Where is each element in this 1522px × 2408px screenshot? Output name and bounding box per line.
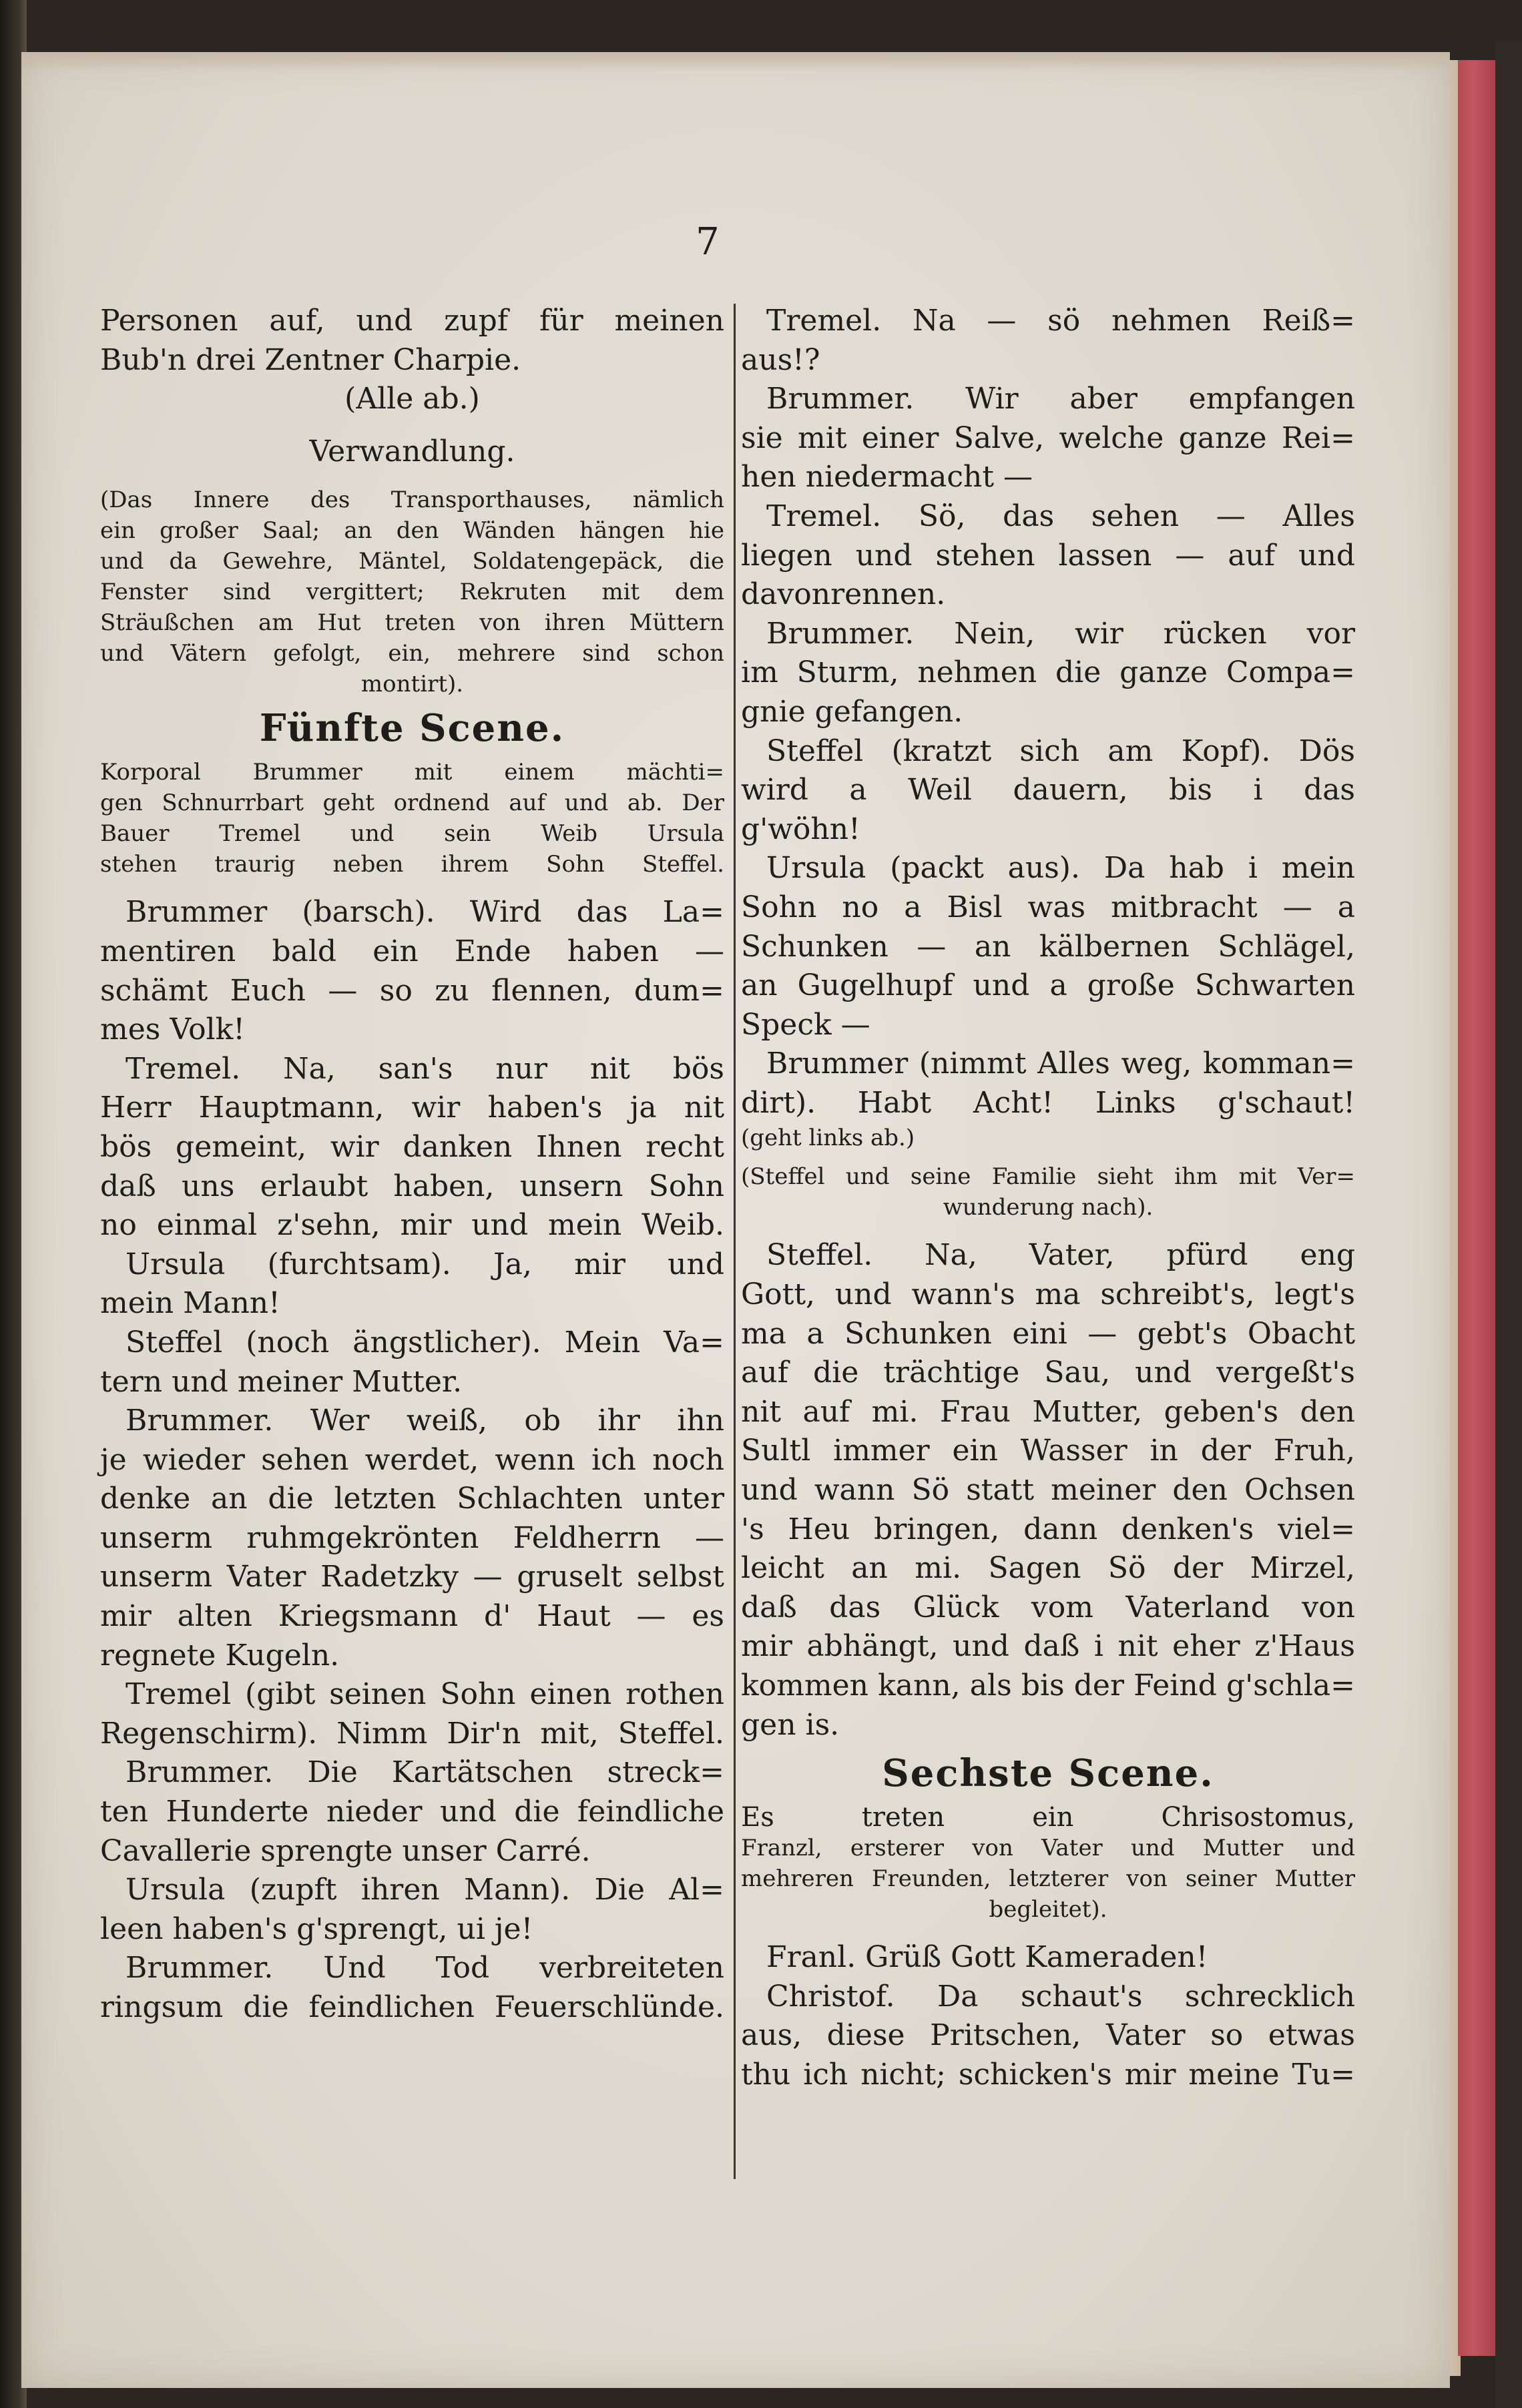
speaker-line: Brummer. Nein, wir rücken vor	[766, 616, 1355, 651]
text-line: ma a Schunken eini — gebt's Obacht	[741, 1316, 1355, 1351]
text-line: thu ich nicht; schicken's mir meine Tu=	[741, 2057, 1355, 2092]
text-line: auf die trächtige Sau, und vergeßt's	[741, 1356, 1355, 1390]
speaker-line: Brummer. Die Kartätschen streck=	[125, 1755, 724, 1790]
text-line: tern und meiner Mutter.	[100, 1364, 463, 1399]
text-line: leen haben's g'sprengt, ui je!	[100, 1911, 533, 1946]
text-line: davonrennen.	[741, 577, 946, 612]
stage-direction-line: begleitet).	[989, 1896, 1107, 1923]
text-line: g'wöhn!	[741, 812, 860, 846]
text-line: mein Mann!	[100, 1286, 280, 1321]
text-line: Sultl immer ein Wasser in der Fruh,	[741, 1434, 1355, 1468]
text-line: ringsum die feindlichen Feuerschlünde.	[100, 1990, 724, 2024]
spacer	[100, 419, 724, 432]
spacer	[741, 1153, 1355, 1161]
text-line: no einmal z'sehn, mir und mein Weib.	[100, 1208, 724, 1243]
text-line: Regenschirm). Nimm Dir'n mit, Steffel.	[100, 1716, 724, 1751]
stage-direction-line: Korporal Brummer mit einem mächti=	[100, 759, 724, 786]
stage-direction-line: Sträußchen am Hut treten von ihren Müttern	[100, 609, 724, 637]
text-line: unserm ruhmgekrönten Feldherrn —	[100, 1520, 724, 1555]
speaker-line: Steffel (noch ängstlicher). Mein Va=	[125, 1325, 724, 1360]
stage-direction-line: Es treten ein Chrisostomus,	[741, 1802, 1355, 1833]
stage-direction-line: Bauer Tremel und sein Weib Ursula	[100, 820, 724, 848]
spacer	[741, 1925, 1355, 1938]
scene-heading: Sechste Scene.	[882, 1751, 1214, 1796]
text-line: liegen und stehen lassen — auf und	[741, 538, 1355, 573]
text-line: wird a Weil dauern, bis i das	[741, 773, 1355, 808]
text-line: unserm Vater Radetzky — gruselt selbst	[100, 1560, 724, 1594]
speaker-line: Ursula (furchtsam). Ja, mir und	[125, 1247, 724, 1281]
text-line: bös gemeint, wir danken Ihnen recht	[100, 1129, 724, 1164]
speaker-line: Steffel. Na, Vater, pfürd eng	[766, 1238, 1355, 1273]
text-line: Cavallerie sprengte unser Carré.	[100, 1833, 591, 1868]
text-line: Schunken — an kälbernen Schlägel,	[741, 929, 1355, 964]
stage-direction-line: Franzl, ersterer von Vater und Mutter und	[741, 1835, 1355, 1862]
speaker-line: Ursula (zupft ihren Mann). Die Al=	[125, 1873, 724, 1907]
centered-line: Verwandlung.	[309, 434, 515, 469]
text-line: an Gugelhupf und a große Schwarten	[741, 968, 1355, 1003]
stage-direction-line: ein großer Saal; an den Wänden hängen hie	[100, 517, 724, 545]
speaker-line: Tremel. Sö, das sehen — Alles	[766, 499, 1355, 533]
text-line: mes Volk!	[100, 1012, 245, 1047]
text-line: denke an die letzten Schlachten unter	[100, 1482, 724, 1516]
text-line: Sohn no a Bisl was mitbracht — a	[741, 890, 1355, 924]
stage-direction-line: und da Gewehre, Mäntel, Soldatengepäck, die	[100, 548, 724, 575]
text-line: 's Heu bringen, dann denken's viel=	[741, 1512, 1355, 1546]
stage-direction-line: mehreren Freunden, letzterer von seiner Mutter	[741, 1865, 1355, 1893]
text-line: im Sturm, nehmen die ganze Compa=	[741, 655, 1355, 690]
stage-direction-line: gen Schnurrbart geht ordnend auf und ab. Der	[100, 790, 724, 817]
text-line: kommen kann, als bis der Feind g'schla=	[741, 1669, 1355, 1703]
book-cover-right-edge	[1495, 40, 1522, 2408]
speaker-line: Steffel (kratzt sich am Kopf). Dös	[766, 733, 1355, 768]
text-line: Speck —	[741, 1007, 870, 1042]
speaker-line: Tremel. Na, san's nur nit bös	[125, 1051, 724, 1086]
red-page-edge	[1458, 60, 1495, 2356]
column-divider	[734, 304, 736, 2179]
text-line: Personen auf, und zupf für meinen	[100, 304, 724, 338]
text-line: schämt Euch — so zu flennen, dum=	[100, 973, 724, 1008]
speaker-line: Brummer (barsch). Wird das La=	[125, 895, 724, 930]
text-line: Bub'n drei Zentner Charpie.	[100, 342, 521, 377]
text-line: aus, diese Pritschen, Vater so etwas	[741, 2018, 1355, 2053]
speaker-line: Brummer. Wer weiß, ob ihr ihn	[125, 1404, 724, 1438]
speaker-line: Brummer (nimmt Alles weg, komman=	[766, 1046, 1355, 1081]
text-line: je wieder sehen werdet, wenn ich noch	[100, 1442, 724, 1477]
text-line: Herr Hauptmann, wir haben's ja nit	[100, 1091, 724, 1125]
speaker-line: Ursula (packt aus). Da hab i mein	[766, 851, 1355, 886]
spacer	[100, 471, 724, 485]
text-line: Gott, und wann's ma schreibt's, legt's	[741, 1277, 1355, 1312]
text-line: daß das Glück vom Vaterland von	[741, 1590, 1355, 1624]
text-line: sie mit einer Salve, welche ganze Rei=	[741, 420, 1355, 455]
text-line: mentiren bald ein Ende haben —	[100, 934, 724, 968]
stage-direction-line: (Steffel und seine Familie sieht ihm mit Ver=	[741, 1163, 1355, 1191]
speaker-line: Christof. Da schaut's schrecklich	[766, 1979, 1355, 2014]
spacer	[741, 1223, 1355, 1236]
speaker-line: Brummer. Und Tod verbreiteten	[125, 1951, 724, 1986]
left-text-column	[100, 302, 724, 2028]
page-top-shadow	[21, 52, 1450, 71]
text-line: gnie gefangen.	[741, 694, 963, 729]
text-line: leicht an mi. Sagen Sö der Mirzel,	[741, 1551, 1355, 1586]
page-number: 7	[696, 220, 720, 264]
text-line: aus!?	[741, 342, 820, 377]
stage-direction-line: montirt).	[360, 671, 464, 698]
right-text-column	[741, 302, 1355, 2095]
speaker-line: Franl. Grüß Gott Kameraden!	[766, 1940, 1208, 1975]
centered-line: (Alle ab.)	[344, 382, 480, 416]
stage-direction-line: wunderung nach).	[943, 1194, 1154, 1221]
speaker-line: Tremel. Na — sö nehmen Reiß=	[766, 304, 1355, 338]
text-line: gen is.	[741, 1707, 840, 1742]
text-line: mir abhängt, und daß i nit eher z'Haus	[741, 1629, 1355, 1664]
stage-direction-line: stehen traurig neben ihrem Sohn Steffel.	[100, 851, 724, 878]
text-line: regnete Kugeln.	[100, 1638, 340, 1673]
text-line: hen niedermacht —	[741, 460, 1033, 495]
speaker-line: Brummer. Wir aber empfangen	[766, 382, 1355, 416]
text-line: daß uns erlaubt haben, unsern Sohn	[100, 1169, 724, 1203]
stage-direction-line: (geht links ab.)	[741, 1125, 915, 1152]
text-line: mir alten Kriegsmann d' Haut — es	[100, 1599, 724, 1634]
text-line: und wann Sö statt meiner den Ochsen	[741, 1473, 1355, 1508]
text-line: nit auf mi. Frau Mutter, geben's den	[741, 1394, 1355, 1429]
scene-heading: Fünfte Scene.	[259, 706, 565, 751]
stage-direction-line: Fenster sind vergittert; Rekruten mit dem	[100, 579, 724, 606]
stage-direction-line: (Das Innere des Transporthauses, nämlich	[100, 487, 724, 514]
spacer	[100, 880, 724, 893]
text-line: dirt). Habt Acht! Links g'schaut!	[741, 1085, 1355, 1120]
stage-direction-line: und Vätern gefolgt, ein, mehrere sind schon	[100, 640, 724, 667]
speaker-line: Tremel (gibt seinen Sohn einen rothen	[125, 1677, 724, 1712]
text-line: ten Hunderte nieder und die feindliche	[100, 1795, 724, 1829]
